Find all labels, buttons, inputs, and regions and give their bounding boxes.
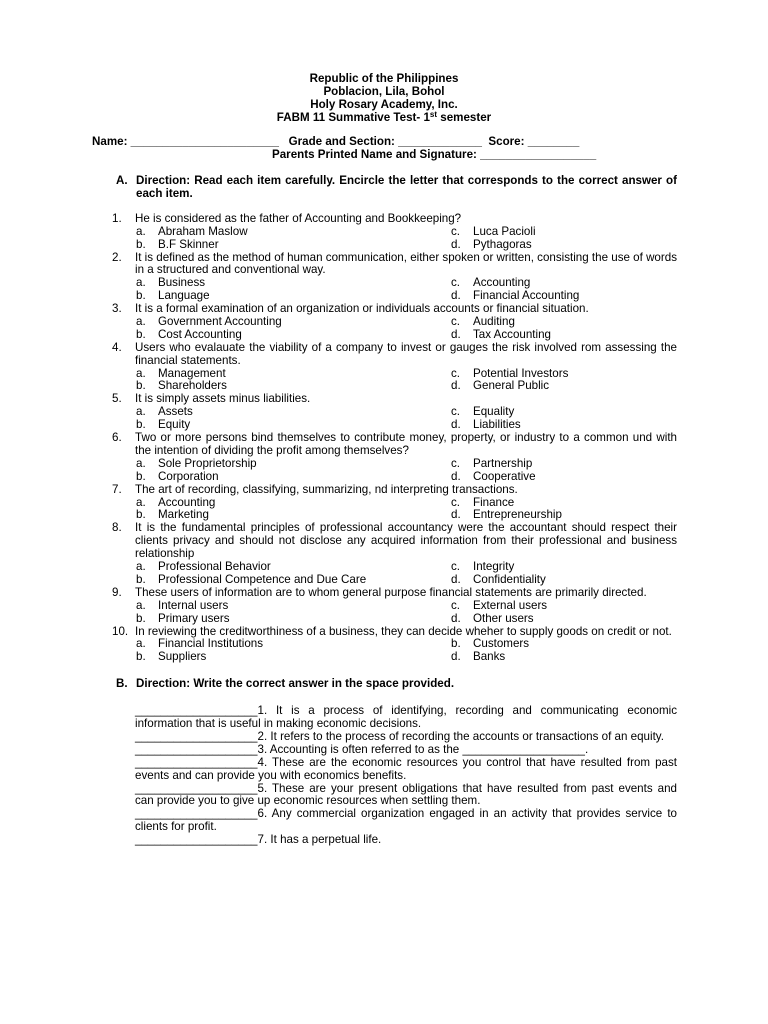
option-row — [0, 368, 768, 381]
question-item — [0, 587, 677, 600]
question-item — [0, 626, 677, 639]
name-grade-score-row: Name: _______________________ Grade and Section: _____________ Score: ________ — [92, 135, 580, 148]
question-number: 7. — [112, 482, 122, 496]
option-text: Liabilities — [473, 418, 521, 432]
question-item — [0, 252, 677, 278]
option-row — [0, 600, 768, 613]
option-letter: b. — [136, 508, 146, 522]
option-text: Sole Proprietorship — [158, 456, 257, 470]
section-b-letter: B. — [116, 677, 128, 691]
question-text: The art of recording, classifying, summarizing, nd interpreting transactions. — [135, 482, 518, 496]
option-row — [0, 406, 768, 419]
answer-blank[interactable]: ___________________ — [135, 755, 258, 769]
option-letter: d. — [451, 469, 461, 483]
header-address: Poblacion, Lila, Bohol — [323, 85, 445, 98]
option-text: Assets — [158, 405, 193, 419]
option-letter: b. — [136, 379, 146, 393]
option-letter: c. — [451, 598, 461, 612]
section-a-direction — [0, 175, 677, 201]
option-text: Other users — [473, 611, 534, 625]
header-republic: Republic of the Philippines — [309, 72, 459, 85]
option-text: General Public — [473, 379, 550, 393]
option-letter: a. — [136, 276, 146, 290]
option-row — [0, 561, 768, 574]
question-item — [0, 393, 677, 406]
option-text: Accounting — [158, 495, 216, 509]
option-letter: d. — [451, 237, 461, 251]
option-text: Primary users — [158, 611, 230, 625]
answer-blank[interactable]: ___________________ — [135, 704, 258, 718]
option-row — [0, 638, 768, 651]
question-number: 9. — [112, 585, 122, 599]
option-text: Luca Pacioli — [473, 224, 536, 238]
question-number: 1. — [112, 211, 122, 225]
option-text: Abraham Maslow — [158, 224, 248, 238]
option-letter: b. — [451, 637, 461, 651]
option-letter: a. — [136, 224, 146, 238]
fill-in-text: 3. Accounting is often referred to as the ___________________. — [257, 742, 589, 756]
question-list — [0, 213, 768, 664]
option-text: Pythagoras — [473, 237, 532, 251]
option-letter: a. — [136, 495, 146, 509]
option-letter: d. — [451, 508, 461, 522]
option-row — [0, 277, 768, 290]
option-text: Corporation — [158, 469, 219, 483]
question-number: 4. — [112, 340, 122, 354]
answer-blank[interactable]: ___________________ — [135, 781, 258, 795]
option-letter: c. — [451, 560, 461, 574]
option-text: Management — [158, 366, 226, 380]
answer-option[interactable] — [451, 380, 549, 393]
question-text: Users who evalauate the viability of a company to invest or gauges the risk involved rom assessing the financial statements. — [135, 340, 677, 367]
fill-in-item — [135, 705, 677, 731]
option-text: Financial Institutions — [158, 637, 264, 651]
fill-in-text: 6. Any commercial organization engaged in an activity that provides service to clients for profit. — [135, 807, 677, 834]
section-b-direction — [0, 678, 677, 691]
fill-in-text: 1. It is a process of identifying, recording and communicating economic information that is useful in making economic decisions. — [135, 704, 677, 731]
option-text: Entrepreneurship — [473, 508, 562, 522]
option-row — [0, 651, 768, 664]
question-item — [0, 432, 677, 458]
question-number: 2. — [112, 250, 122, 264]
question-text: It is a formal examination of an organization or individuals accounts or financial situation. — [135, 302, 589, 316]
option-text: Equity — [158, 418, 191, 432]
option-letter: d. — [451, 327, 461, 341]
option-letter: a. — [136, 315, 146, 328]
option-text: External users — [473, 598, 548, 612]
question-text: In reviewing the creditworthiness of a business, they can decide wheher to supply goods on credit or not. — [135, 624, 672, 638]
option-text: Language — [158, 289, 210, 303]
question-text: It is simply assets minus liabilities. — [135, 392, 311, 406]
question-text: Two or more persons bind themselves to contribute money, property, or industry to a common und with the intention of dividing the profit among themselves? — [135, 431, 677, 457]
fill-in-text: 5. These are your present obligations that have resulted from past events and can provide you to give up economic resources when settling them. — [135, 781, 677, 808]
option-letter: d. — [451, 611, 461, 625]
answer-option[interactable] — [451, 651, 505, 664]
option-letter: c. — [451, 276, 461, 290]
option-letter: b. — [136, 327, 146, 341]
option-letter: c. — [451, 366, 461, 380]
answer-option[interactable] — [136, 651, 206, 664]
option-letter: d. — [451, 379, 461, 393]
option-letter: b. — [136, 469, 146, 483]
header-school: Holy Rosary Academy, Inc. — [310, 98, 458, 111]
option-text: Equality — [473, 405, 515, 419]
option-letter: a. — [136, 405, 146, 419]
option-letter: b. — [136, 289, 146, 303]
parents-signature-row: Parents Printed Name and Signature: __________________ — [272, 148, 597, 161]
fill-in-item — [135, 834, 677, 847]
option-text: B.F Skinner — [158, 237, 219, 251]
option-text: Professional Competence and Due Care — [158, 572, 367, 586]
test-title-superscript: st — [429, 110, 438, 119]
option-text: Suppliers — [158, 650, 207, 664]
question-item — [0, 484, 677, 497]
question-text: He is considered as the father of Accounting and Bookkeeping? — [135, 211, 462, 225]
option-letter: d. — [451, 418, 461, 432]
option-letter: b. — [136, 572, 146, 586]
option-text: Marketing — [158, 508, 209, 522]
fill-in-item — [135, 757, 677, 783]
option-text: Confidentiality — [473, 572, 546, 586]
option-text: Partnership — [473, 456, 533, 470]
option-letter: c. — [451, 456, 461, 470]
option-text: Auditing — [473, 315, 515, 328]
question-text: It is defined as the method of human communication, either spoken or written, consisting the use of words in a structured and conventional way. — [135, 250, 677, 277]
answer-blank[interactable]: ___________________ — [135, 833, 258, 847]
option-row — [0, 458, 768, 471]
question-item — [0, 522, 677, 561]
question-number: 5. — [112, 392, 122, 406]
option-text: Government Accounting — [158, 315, 282, 328]
option-text: Finance — [473, 495, 515, 509]
option-text: Financial Accounting — [473, 289, 580, 303]
option-row — [0, 497, 768, 510]
question-item — [0, 303, 677, 316]
section-b-direction-text: Direction: Write the correct answer in the space provided. — [136, 677, 455, 691]
option-letter: a. — [136, 560, 146, 574]
option-letter: b. — [136, 611, 146, 625]
question-item — [0, 342, 677, 368]
question-item — [0, 213, 677, 226]
option-text: Shareholders — [158, 379, 227, 393]
option-letter: a. — [136, 366, 146, 380]
section-a-direction-text: Direction: Read each item carefully. Encircle the letter that corresponds to the correct answer of each item. — [136, 174, 677, 200]
option-text: Tax Accounting — [473, 327, 551, 341]
fill-in-item — [135, 783, 677, 809]
option-letter: b. — [136, 650, 146, 664]
fill-in-item — [135, 808, 677, 834]
option-text: Customers — [473, 637, 530, 651]
question-text: These users of information are to whom general purpose financial statements are primarily directed. — [135, 585, 647, 599]
question-text: It is the fundamental principles of professional accountancy were the accountant should respect their clients privacy and should not disclose any acquired information from their professional and business relationship — [135, 521, 677, 561]
option-text: Internal users — [158, 598, 229, 612]
document-header — [0, 72, 768, 124]
option-text: Accounting — [473, 276, 531, 290]
option-text: Business — [158, 276, 206, 290]
option-letter: b. — [136, 237, 146, 251]
section-a-letter: A. — [116, 174, 128, 187]
question-number: 3. — [112, 302, 122, 316]
option-text: Cooperative — [473, 469, 536, 483]
option-letter: d. — [451, 572, 461, 586]
answer-blank[interactable]: ___________________ — [135, 729, 258, 743]
option-letter: c. — [451, 224, 461, 238]
test-title-semester: semester — [437, 111, 492, 124]
option-text: Potential Investors — [473, 366, 569, 380]
option-text: Cost Accounting — [158, 327, 242, 341]
option-text: Professional Behavior — [158, 560, 271, 574]
option-text: Integrity — [473, 560, 515, 574]
option-text: Banks — [473, 650, 506, 664]
question-number: 8. — [112, 521, 122, 535]
option-letter: c. — [451, 495, 461, 509]
fill-in-text: 2. It refers to the process of recording the accounts or transactions of an equity. — [257, 729, 664, 743]
option-letter: b. — [136, 418, 146, 432]
option-letter: c. — [451, 315, 461, 328]
option-letter: d. — [451, 650, 461, 664]
option-letter: a. — [136, 598, 146, 612]
fill-in-list — [0, 705, 677, 847]
answer-blank[interactable]: ___________________ — [135, 807, 258, 821]
option-letter: c. — [451, 405, 461, 419]
header-test-title — [0, 111, 768, 124]
option-letter: a. — [136, 637, 146, 651]
question-number: 10. — [112, 624, 129, 638]
fill-in-text: 7. It has a perpetual life. — [257, 833, 382, 847]
question-number: 6. — [112, 431, 122, 445]
fill-in-text: 4. These are the economic resources you control that have resulted from past events and can provide you with economics benefits. — [135, 755, 677, 782]
option-row — [0, 226, 768, 239]
section-b — [0, 678, 768, 847]
answer-blank[interactable]: ___________________ — [135, 742, 258, 756]
option-row — [0, 316, 768, 329]
option-letter: a. — [136, 456, 146, 470]
test-title-main: FABM 11 Summative Test- 1 — [276, 111, 430, 124]
option-letter: d. — [451, 289, 461, 303]
section-a — [0, 175, 768, 664]
